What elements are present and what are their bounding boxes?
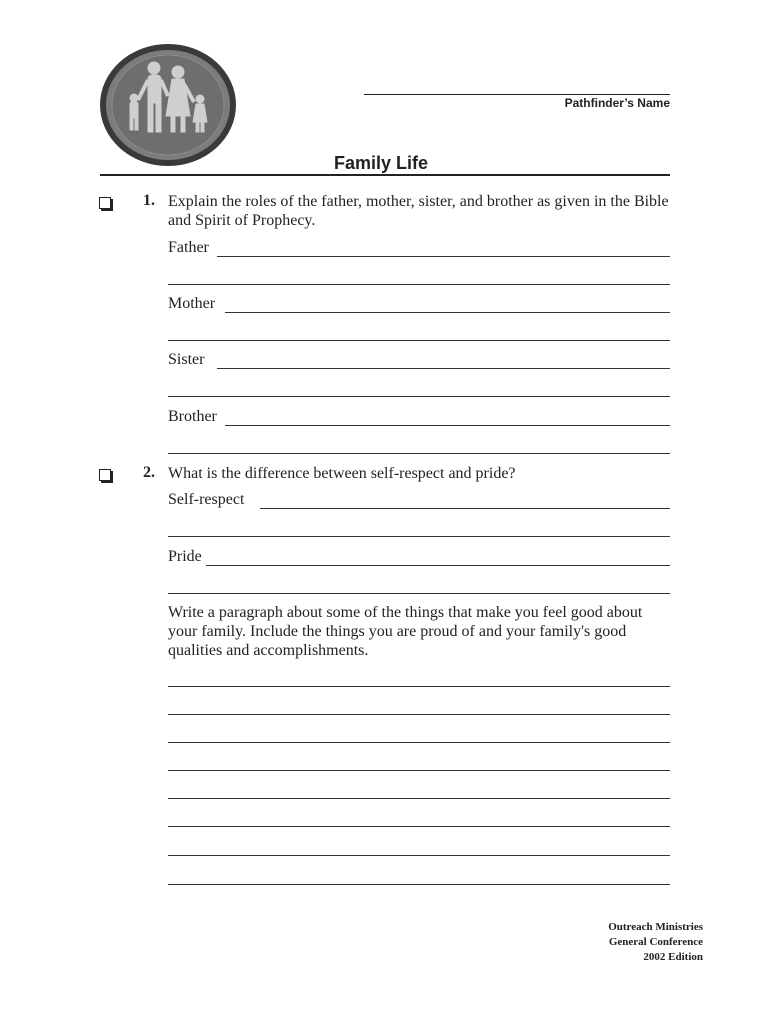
pride-label: Pride xyxy=(168,548,202,565)
brother-label: Brother xyxy=(168,408,217,425)
q2-number: 2. xyxy=(143,464,155,481)
q1-text: Explain the roles of the father, mother, sister, and brother as given in the Bible and Spirit of Prophecy. xyxy=(168,193,669,229)
paragraph-line-8[interactable] xyxy=(168,884,670,885)
paragraph-line-3[interactable] xyxy=(168,742,670,743)
q2-checkbox[interactable] xyxy=(99,469,111,481)
father-label: Father xyxy=(168,239,209,256)
paragraph-prompt: Write a paragraph about some of the things that make you feel good about your family. Include the things you are proud of and your family's good qualities and accomplishments. xyxy=(168,604,643,659)
brother-answer-line[interactable] xyxy=(225,425,670,426)
paragraph-line-6[interactable] xyxy=(168,826,670,827)
sister-answer-line-2[interactable] xyxy=(168,396,670,397)
self-respect-answer-line-2[interactable] xyxy=(168,536,670,537)
brother-answer-line-2[interactable] xyxy=(168,453,670,454)
q2-text: What is the difference between self-respect and pride? xyxy=(168,465,516,482)
footer xyxy=(608,920,703,965)
q1-checkbox[interactable] xyxy=(99,197,111,209)
footer-line-2: General Conference xyxy=(608,936,703,948)
q1-number: 1. xyxy=(143,192,155,209)
sister-label: Sister xyxy=(168,351,205,368)
mother-label: Mother xyxy=(168,295,216,312)
paragraph-line-1[interactable] xyxy=(168,686,670,687)
page-title: Family Life xyxy=(334,153,429,173)
mother-answer-line[interactable] xyxy=(225,312,670,313)
mother-answer-line-2[interactable] xyxy=(168,340,670,341)
footer-line-1: Outreach Ministries xyxy=(608,921,703,933)
father-answer-line[interactable] xyxy=(217,256,670,257)
title-rule xyxy=(100,174,670,176)
paragraph-line-2[interactable] xyxy=(168,714,670,715)
pathfinder-name-line[interactable] xyxy=(364,94,670,95)
pride-answer-line[interactable] xyxy=(206,565,670,566)
paragraph-line-5[interactable] xyxy=(168,798,670,799)
father-answer-line-2[interactable] xyxy=(168,284,670,285)
footer-line-3: 2002 Edition xyxy=(643,951,703,963)
self-respect-answer-line[interactable] xyxy=(260,508,670,509)
sister-answer-line[interactable] xyxy=(217,368,670,369)
pride-answer-line-2[interactable] xyxy=(168,593,670,594)
pathfinder-name-label: Pathfinder’s Name xyxy=(564,96,670,110)
self-respect-label: Self-respect xyxy=(168,491,245,508)
paragraph-line-7[interactable] xyxy=(168,855,670,856)
family-badge-icon xyxy=(98,42,238,168)
paragraph-line-4[interactable] xyxy=(168,770,670,771)
